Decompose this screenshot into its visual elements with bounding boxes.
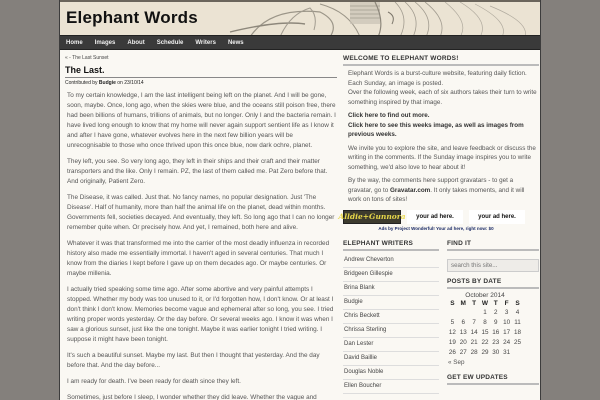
welcome-intro [343,69,539,107]
previous-post-link[interactable]: « - The Last Sunset [65,55,109,61]
calendar-day [447,308,458,318]
welcome-invite: We invite you to explore the site, and leave feedback or discuss the writing in the comments. If the Sunday image inspires you to write something, we'd also love to hear about it! [348,144,536,171]
calendar-day[interactable]: 29 [481,349,489,356]
calendar-day [469,308,480,318]
this-weeks-image-link[interactable]: Click here to see this weeks image, as well as images from previous weeks. [348,121,524,138]
ad-slot[interactable]: your ad here. [407,210,463,224]
byline-prefix: Contributed by [65,80,99,86]
previous-month-link[interactable]: « Sep [448,358,465,366]
calendar-day[interactable]: 4 [515,309,520,316]
post-paragraph: It's such a beautiful sunset. Maybe my last. But then I thought that yesterday. And the day before that. And the day before... [67,352,320,369]
post-paragraph: The Disease, it was called. Just that. No fancy names, no popular designation. Just 'The Disease'. Half of humanity, more than half the animal life on the planet, dead within months. Governments fell, societies decayed. And eventually, they left. So long ago that I can no longer remember quite when. Or precisely how. And yet, I remained, both here and alive. [67,194,335,231]
nav-about[interactable]: About [127,39,145,46]
calendar-day[interactable]: 7 [472,319,476,326]
calendar-day[interactable]: 5 [450,319,455,326]
writer-link[interactable]: Budgie [343,296,439,310]
calendar-day[interactable]: 27 [459,349,467,356]
updates-title: GET EW UPDATES [447,374,539,385]
writer-link[interactable]: Ellen Boucher [343,380,439,394]
writer-link[interactable]: Andrew Cheverton [343,254,439,268]
content-area [60,51,540,400]
search-input[interactable] [447,259,539,272]
post-paragraph: I actually tried speaking some time ago. After some abortive and very painful attempts I stopped. Whether my body was too unused to it, or I'd forgotten how, I don't know. Or at least I don't think I don't know. Memories become vague and ephemeral after so long, you see. I tried writing proper words yesterday. Or the day before. Or several weeks ago. I know it was when I saw a glorious sunset, just like the one tonight. Maybe it was earlier tonight I tried writing. I suppose it might have been tonight. [67,286,334,343]
byline-mid: on [115,80,125,86]
post-column [65,55,337,400]
welcome-widget [343,55,539,205]
intro-line: Elephant Words is a burst-culture website, featuring daily fiction. [348,70,527,77]
writer-link[interactable]: Dan Lester [343,338,439,352]
nav-news[interactable]: News [227,39,244,46]
calendar-day[interactable]: 13 [459,329,467,336]
elephant-header-illustration [210,2,540,35]
writer-link[interactable]: Bridgeen Gillespie [343,268,439,282]
site-title[interactable]: Elephant Words [66,8,198,27]
calendar-day[interactable]: 23 [492,339,500,346]
writers-title: ELEPHANT WRITERS [343,240,439,251]
calendar-day[interactable]: 9 [494,319,498,326]
writers-widget [343,240,439,394]
calendar-day[interactable]: 30 [492,349,500,356]
weekday-header: M [460,299,466,307]
writer-link[interactable]: David Baillie [343,352,439,366]
writer-link[interactable]: Brina Blank [343,282,439,296]
nav-images[interactable]: Images [94,39,116,46]
welcome-links [343,111,539,140]
calendar-day[interactable]: 12 [448,329,456,336]
post-paragraph: Sometimes, just before I sleep, I wonder whether they did leave. Whether the vague and [67,394,317,400]
intro-line: Each Sunday, an image is posted. [348,79,444,87]
weekday-header: T [472,299,477,307]
main-nav [60,35,540,50]
post-paragraph: They left, you see. So very long ago, they left in their ships and their craft and their matter transporters and the like. Only I remain. PZ, the last of them called me. Pat Zero before that. And originally, Patient Zero. [67,158,328,185]
intro-line: Over the following week, each of six authors takes their turn to write something inspired by that image. [348,89,537,106]
find-out-more-link[interactable]: Click here to find out more. [348,112,430,119]
page-container [59,0,541,400]
weekday-header: S [515,299,520,307]
calendar-day[interactable]: 31 [503,349,511,356]
ad-row [338,209,539,225]
weekday-header: F [504,299,509,307]
nav-writers[interactable]: Writers [195,39,216,46]
calendar-day[interactable]: 20 [459,339,467,346]
welcome-title: WELCOME TO ELEPHANT WORDS! [343,55,539,66]
writer-list [343,254,439,394]
calendar-day [458,308,469,318]
calendar-day[interactable]: 22 [481,339,489,346]
weekday-header: T [493,299,498,307]
calendar-day[interactable]: 24 [503,339,511,346]
post-paragraph: To my certain knowledge, I am the last intelligent being left on the planet. And I will be gone, soon, maybe. Once, long ago, when the skies were blue, and the oceans still poison free, there had been billions of humans, trillions of animals, but no longer. Only I and the bacteria remain. I have lived long enough to know that my home will never again support sentient life as I know it and after I have gone, whatever evolves here in the next few billion years will be unrecognisable to those who once thrived upon this once blue, now dark ochre, planet. [67,92,336,149]
post-date: 23/10/14 [124,80,144,86]
calendar-day[interactable]: 14 [470,329,478,336]
find-title: FIND IT [447,240,539,251]
gravatar-text: . It only takes moments, and it will work on tons of sites! [348,186,525,203]
calendar-day[interactable]: 10 [503,319,511,326]
calendar-title: POSTS BY DATE [447,278,539,289]
right-widgets [447,240,539,394]
gravatar-note [343,176,539,205]
weekday-header: W [481,299,489,307]
calendar-month: October 2014 [465,291,505,299]
writer-link[interactable]: Douglas Noble [343,366,439,380]
nav-home[interactable]: Home [66,39,83,46]
post-byline [65,80,337,86]
calendar-day[interactable]: 11 [514,319,521,326]
sidebar-columns [343,240,539,394]
calendar-day[interactable]: 26 [448,349,456,356]
nav-schedule[interactable]: Schedule [156,39,184,46]
post-title: The Last. [65,65,337,78]
calendar-day[interactable]: 3 [504,309,509,316]
gravatar-text: By the way, the comments here support gravatars - to get a gravatar, go to [348,177,514,194]
weekday-header: S [450,299,455,307]
post-author[interactable]: Budgie [98,80,116,86]
writer-link[interactable]: Chris Beckett [343,310,439,324]
sidebar [338,55,539,394]
calendar-day[interactable]: 25 [514,339,522,346]
calendar-day[interactable]: 8 [483,319,487,326]
calendar-day[interactable]: 2 [494,309,498,316]
calendar-table [447,299,523,358]
writer-link[interactable]: Chrissa Sterling [343,324,439,338]
calendar-day[interactable]: 16 [492,329,500,336]
post-body [65,91,337,400]
calendar-day[interactable]: 1 [483,309,487,316]
calendar-day[interactable]: 18 [514,329,522,336]
gravatar-link[interactable]: Gravatar.com [390,186,431,194]
calendar-day [512,348,523,358]
calendar-day[interactable]: 28 [470,349,478,356]
calendar-day[interactable]: 6 [461,319,466,326]
calendar-day[interactable]: 19 [448,339,456,346]
calendar-day[interactable]: 21 [470,339,478,346]
ad-caption-link[interactable]: Ads by Project Wonderful! Your ad here, right now: $0 [378,225,494,231]
calendar-day[interactable]: 15 [481,329,489,336]
post-paragraph: Whatever it was that transformed me into the carrier of the most deadly influenza in recorded history also made me essentially immortal. I haven't aged in several centuries. That much I know from the diaries I kept before I gave up on them decades ago. Or maybe centuries. Or maybe millenia. [67,240,330,277]
calendar-day[interactable]: 17 [503,329,511,336]
ad-banner[interactable]: Alldie+Gunnora [343,210,401,224]
ad-slot[interactable]: your ad here. [469,210,525,224]
post-paragraph: I am ready for death. I've been ready for death since they left. [67,378,241,385]
site-header [60,0,540,35]
